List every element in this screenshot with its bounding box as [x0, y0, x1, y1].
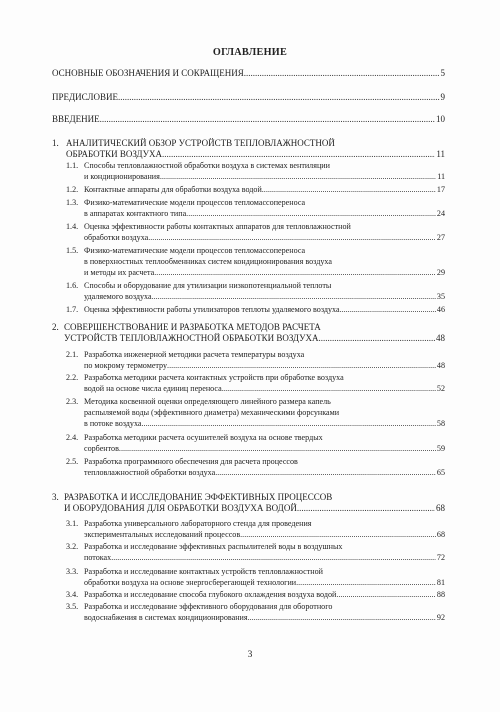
- toc-page-number: 29: [436, 268, 445, 277]
- toc-entry-title: УСТРОЙСТВ ТЕПЛОВЛАЖНОСТНОЙ ОБРАБОТКИ ВОЗДУХА: [64, 333, 319, 343]
- toc-entry: [52, 92, 445, 103]
- toc-entry-title: в потоке воздуха: [84, 419, 142, 428]
- dot-leader: [152, 291, 436, 302]
- toc-entry-number: 2.4.: [66, 433, 79, 442]
- toc-entry-title: Контактные аппараты для обработки воздуха водой: [84, 185, 262, 194]
- toc-entry: [66, 245, 445, 278]
- toc-entry: [66, 197, 445, 219]
- dot-leader: [215, 467, 436, 478]
- page-number: 3: [247, 650, 253, 660]
- toc-page-number: 52: [436, 384, 445, 393]
- toc-entry-title: ОСНОВНЫЕ ОБОЗНАЧЕНИЯ И СОКРАЩЕНИЯ: [52, 68, 244, 78]
- toc-entry: [52, 114, 445, 125]
- toc-entry-title: Оценка эффективности работы утилизаторов теплоты удаляемого воздуха: [84, 305, 340, 314]
- toc-page-number: 48: [436, 333, 445, 343]
- dot-leader: [248, 612, 436, 623]
- toc-entry-number: 2.3.: [66, 397, 79, 406]
- dot-leader: [162, 149, 435, 160]
- toc-entry-number: 2.1.: [66, 350, 79, 359]
- toc-page-number: 27: [436, 233, 445, 242]
- toc-entry-number: 1.: [52, 138, 59, 148]
- toc-entry-number: 3.3.: [66, 567, 79, 576]
- toc-entry-title: потоках: [84, 553, 112, 562]
- toc-entry-title: Разработка и исследование эффективных распылителей воды в воздушных: [84, 542, 343, 551]
- toc-page-number: 46: [436, 305, 445, 314]
- toc-entry-title: СОВЕРШЕНСТВОВАНИЕ И РАЗРАБОТКА МЕТОДОВ РАСЧЕТА: [64, 322, 321, 332]
- toc-page-number: 68: [436, 503, 445, 513]
- toc-entry-title: Способы и оборудование для утилизации низкопотенциальной теплоты: [84, 281, 332, 290]
- toc-entry-title: Разработка инженерной методики расчета температуры воздуха: [84, 350, 305, 359]
- toc-entry-number: 2.2.: [66, 373, 79, 382]
- toc-entry-title: Разработка методики расчета осушителей воздуха на основе твердых: [84, 433, 323, 442]
- toc-entry: [52, 322, 445, 344]
- toc-page-number: 58: [436, 419, 445, 428]
- toc-entry-title: Разработка универсального лабораторного стенда для проведения: [84, 519, 312, 528]
- toc-heading: ОГЛАВЛЕНИЕ: [212, 47, 288, 58]
- toc-entry-title: ОБРАБОТКИ ВОЗДУХА: [66, 149, 162, 159]
- toc-entry-title: в поверхностных теплообменниках систем кондиционирования воздуха: [84, 257, 332, 266]
- toc-page-number: 5: [440, 68, 445, 78]
- toc-entry-title: и кондиционирования: [84, 172, 160, 181]
- toc-entry: [52, 138, 445, 160]
- toc-entry: [66, 160, 445, 182]
- toc-page-number: 59: [436, 444, 445, 453]
- dot-leader: [186, 208, 436, 219]
- toc-entry: [66, 589, 445, 600]
- toc-page-number: 65: [436, 468, 445, 477]
- toc-entry-title: Разработка и исследование способа глубокого охлаждения воздуха водой: [84, 590, 337, 599]
- toc-entry: [66, 541, 445, 563]
- toc-entry-title: по мокрому термометру: [84, 361, 168, 370]
- toc-entry: [66, 518, 445, 540]
- toc-entry-title: Разработка и исследование эффективного оборудования для оборотного: [84, 602, 333, 611]
- dot-leader: [154, 267, 436, 278]
- toc-entry-title: АНАЛИТИЧЕСКИЙ ОБЗОР УСТРОЙСТВ ТЕПЛОВЛАЖНОСТНОЙ: [66, 138, 335, 148]
- toc-entry-number: 1.3.: [66, 198, 79, 207]
- toc-entry-number: 3.2.: [66, 542, 79, 551]
- toc-entry-title: Методика косвенной оценки определяющего линейного размера капель: [84, 397, 331, 406]
- dot-leader: [142, 418, 436, 429]
- dot-leader: [160, 171, 436, 182]
- dot-leader: [118, 92, 439, 103]
- toc-entry: [66, 349, 445, 371]
- dot-leader: [111, 552, 436, 563]
- dot-leader: [336, 589, 436, 600]
- toc-page-number: 24: [436, 209, 445, 218]
- toc-page-number: 11: [437, 172, 445, 181]
- toc-entry-title: ПРЕДИСЛОВИЕ: [52, 92, 119, 102]
- toc-page-number: 88: [436, 590, 445, 599]
- dot-leader: [148, 232, 436, 243]
- toc-entry-number: 1.7.: [66, 305, 79, 314]
- toc-entry: [66, 456, 445, 478]
- toc-entry-number: 3.5.: [66, 602, 79, 611]
- toc-entry-title: распыляемой воды (эффективного диаметра) механическими форсунками: [84, 408, 340, 417]
- toc-entry-number: 3.: [52, 492, 59, 502]
- toc-entry: [52, 68, 445, 79]
- toc-entry-title: Оценка эффективности работы контактных аппаратов для тепловлажностной: [84, 222, 351, 231]
- toc-entry-title: водоснабжения в системах кондиционирования: [84, 613, 248, 622]
- toc-entry-title: И ОБОРУДОВАНИЯ ДЛЯ ОБРАБОТКИ ВОЗДУХА ВОДОЙ: [64, 503, 297, 513]
- toc-entry-title: тепловлажностной обработки воздуха: [84, 468, 216, 477]
- toc-entry: [52, 492, 445, 514]
- dot-leader: [318, 333, 435, 344]
- dot-leader: [222, 383, 436, 394]
- toc-entry-number: 1.5.: [66, 246, 79, 255]
- toc-entry-title: водой на основе числа единиц переноса: [84, 384, 222, 393]
- toc-entry-title: Способы тепловлажностной обработки воздуха в системах вентиляции: [84, 161, 330, 170]
- toc-page-number: 17: [436, 185, 445, 194]
- toc-entry-title: ВВЕДЕНИЕ: [52, 114, 100, 124]
- toc-page-number: 72: [436, 553, 445, 562]
- dot-leader: [297, 503, 435, 514]
- toc-page-number: 81: [436, 578, 445, 587]
- toc-entry-number: 3.1.: [66, 519, 79, 528]
- toc-entry-number: 1.6.: [66, 281, 79, 290]
- toc-entry-number: 1.1.: [66, 161, 79, 170]
- toc-entry: [66, 184, 445, 195]
- dot-leader: [262, 184, 436, 195]
- toc-entry-number: 1.4.: [66, 222, 79, 231]
- toc-entry-number: 2.5.: [66, 457, 79, 466]
- toc-entry-title: обработки воздуха на основе энергосберегающей технологии: [84, 578, 297, 587]
- toc-page-number: 92: [436, 613, 445, 622]
- toc-entry-title: в аппаратах контактного типа: [84, 209, 187, 218]
- toc-entry-title: Разработка методики расчета контактных устройств при обработке воздуха: [84, 373, 344, 382]
- toc-page-number: 35: [436, 292, 445, 301]
- toc-page-number: 11: [436, 149, 445, 159]
- toc-entry: [66, 280, 445, 302]
- toc-entry-title: РАЗРАБОТКА И ИССЛЕДОВАНИЕ ЭФФЕКТИВНЫХ ПРОЦЕССОВ: [64, 492, 333, 502]
- dot-leader: [244, 68, 440, 79]
- toc-entry-title: сорбентов: [84, 444, 119, 453]
- toc-entry: [66, 601, 445, 623]
- toc-entry-title: Физико-математические модели процессов тепломассопереноса: [84, 246, 306, 255]
- dot-leader: [240, 529, 436, 540]
- toc-entry: [66, 221, 445, 243]
- toc-entry: [66, 396, 445, 429]
- toc-page-number: 9: [440, 92, 445, 102]
- dot-leader: [119, 443, 436, 454]
- toc-entry: [66, 304, 445, 315]
- toc-entry-number: 2.: [52, 322, 59, 332]
- toc-page-number: 68: [436, 530, 445, 539]
- toc-page-number: 48: [436, 361, 445, 370]
- dot-leader: [167, 360, 436, 371]
- toc-entry-title: Разработка и исследование контактных устройств тепловлажностной: [84, 567, 324, 576]
- toc-entry-title: и методы их расчета: [84, 268, 155, 277]
- dot-leader: [100, 114, 435, 125]
- toc-entry-title: Разработка программного обеспечения для расчета процессов: [84, 457, 298, 466]
- toc-entry-title: экспериментальных исследований процессов: [84, 530, 241, 539]
- toc-entry: [66, 566, 445, 588]
- toc-entry: [66, 372, 445, 394]
- toc-entry-number: 3.4.: [66, 590, 79, 599]
- dot-leader: [296, 577, 436, 588]
- dot-leader: [340, 304, 436, 315]
- toc-entry-title: Физико-математические модели процессов тепломассопереноса: [84, 198, 306, 207]
- toc-page-number: 10: [436, 114, 445, 124]
- toc-entry-number: 1.2.: [66, 185, 79, 194]
- toc-entry-title: удаляемого воздуха: [84, 292, 152, 301]
- toc-entry-title: обработки воздуха: [84, 233, 149, 242]
- toc-entry: [66, 432, 445, 454]
